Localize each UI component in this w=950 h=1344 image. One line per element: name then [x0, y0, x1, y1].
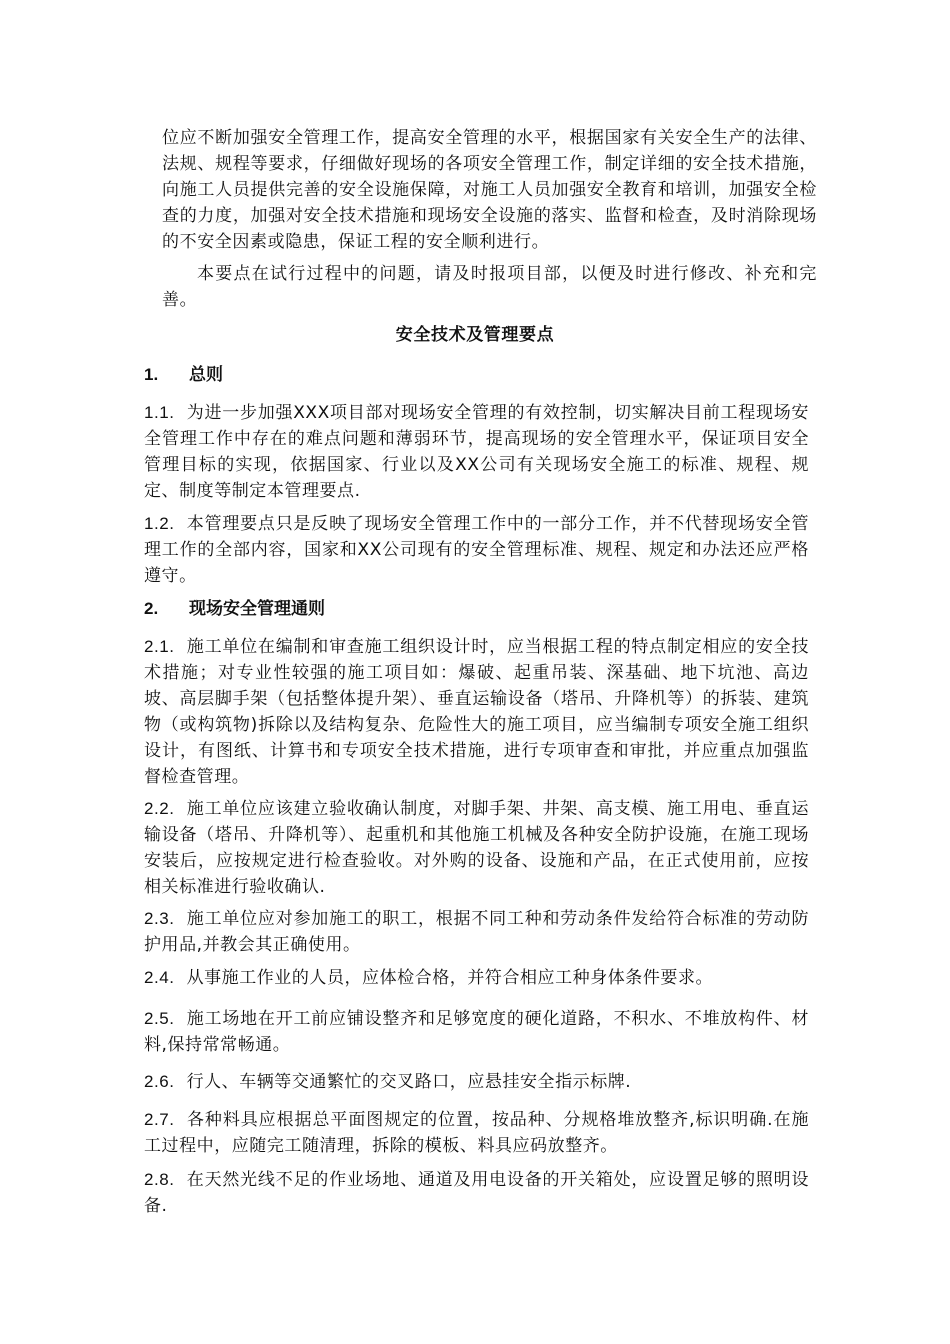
clause-2-5: [144, 1006, 809, 1058]
clause-2-2: [144, 796, 809, 900]
clause-number: 2.8.: [144, 1170, 175, 1189]
document-title: 安全技术及管理要点: [395, 325, 555, 345]
clause-number: 2.1.: [144, 637, 175, 656]
clause-2-8: [144, 1167, 809, 1219]
clause-text: 在天然光线不足的作业场地、通道及用电设备的开关箱处，应设置足够的照明设备.: [144, 1170, 809, 1216]
clause-2-3: [144, 906, 809, 958]
section-heading-2: [144, 596, 824, 622]
clause-number: 2.5.: [144, 1009, 175, 1028]
clause-2-7: [144, 1107, 809, 1159]
clause-text: 施工场地在开工前应铺设整齐和足够宽度的硬化道路，不积水、不堆放构件、材料,保持常常畅通。: [144, 1009, 809, 1055]
clause-number: 1.2.: [144, 514, 175, 533]
clause-number: 2.4.: [144, 968, 175, 987]
clause-number: 2.6.: [144, 1072, 175, 1091]
clause-text: 施工单位在编制和审查施工组织设计时，应当根据工程的特点制定相应的安全技术措施；对专业性较强的施工项目如：爆破、起重吊装、深基础、地下坑池、高边坡、高层脚手架（包括整体提升架）、垂直运输设备（塔吊、升降机等）的拆装、建筑物（或构筑物)拆除以及结构复杂、危险性大的施工项目，应当编制专项安全施工组织设计，有图纸、计算书和专项安全技术措施，进行专项审查和审批，并应重点加强监督检查管理。: [144, 637, 809, 787]
clause-number: 2.7.: [144, 1110, 175, 1129]
section-number: 2.: [144, 599, 159, 618]
clause-text: 行人、车辆等交通繁忙的交叉路口，应悬挂安全指示标牌.: [186, 1072, 632, 1092]
clause-number: 2.2.: [144, 799, 175, 818]
intro-paragraph-2: 本要点在试行过程中的问题，请及时报项目部，以便及时进行修改、补充和完善。: [162, 264, 817, 310]
clause-text: 本管理要点只是反映了现场安全管理工作中的一部分工作，并不代替现场安全管理工作的全部内容，国家和XX公司现有的安全管理标准、规程、规定和办法还应严格遵守。: [144, 514, 809, 586]
clause-2-4: [144, 965, 809, 991]
section-title: 现场安全管理通则: [189, 599, 325, 619]
clause-1-2: [144, 511, 809, 589]
clause-text: 为进一步加强XXX项目部对现场安全管理的有效控制，切实解决目前工程现场安全管理工作中存在的难点问题和薄弱环节，提高现场的安全管理水平，保证项目安全管理目标的实现，依据国家、行业以及XX公司有关现场安全施工的标准、规程、规定、制度等制定本管理要点.: [144, 403, 809, 501]
clause-2-6: [144, 1069, 809, 1095]
clause-number: 2.3.: [144, 909, 175, 928]
clause-text: 施工单位应对参加施工的职工，根据不同工种和劳动条件发给符合标准的劳动防护用品,并教会其正确使用。: [144, 909, 809, 955]
clause-2-1: [144, 634, 809, 790]
intro-paragraph-1: 位应不断加强安全管理工作，提高安全管理的水平，根据国家有关安全生产的法律、法规、规程等要求，仔细做好现场的各项安全管理工作，制定详细的安全技术措施，向施工人员提供完善的安全设施保障，对施工人员加强安全教育和培训，加强安全检查的力度，加强对安全技术措施和现场安全设施的落实、监督和检查，及时消除现场的不安全因素或隐患，保证工程的安全顺利进行。: [162, 128, 817, 252]
clause-number: 1.1.: [144, 403, 175, 422]
section-heading-1: [144, 362, 824, 388]
clause-1-1: [144, 400, 809, 504]
clause-text: 从事施工作业的人员，应体检合格，并符合相应工种身体条件要求。: [186, 968, 714, 988]
section-title: 总则: [189, 365, 223, 385]
section-number: 1.: [144, 365, 159, 384]
clause-text: 各种料具应根据总平面图规定的位置，按品种、分规格堆放整齐,标识明确.在施工过程中，应随完工随清理，拆除的模板、料具应码放整齐。: [144, 1110, 809, 1156]
clause-text: 施工单位应该建立验收确认制度，对脚手架、井架、高支模、施工用电、垂直运输设备（塔吊、升降机等）、起重机和其他施工机械及各种安全防护设施，在施工现场安装后，应按规定进行检查验收。对外购的设备、设施和产品，在正式使用前，应按相关标准进行验收确认.: [144, 799, 809, 897]
